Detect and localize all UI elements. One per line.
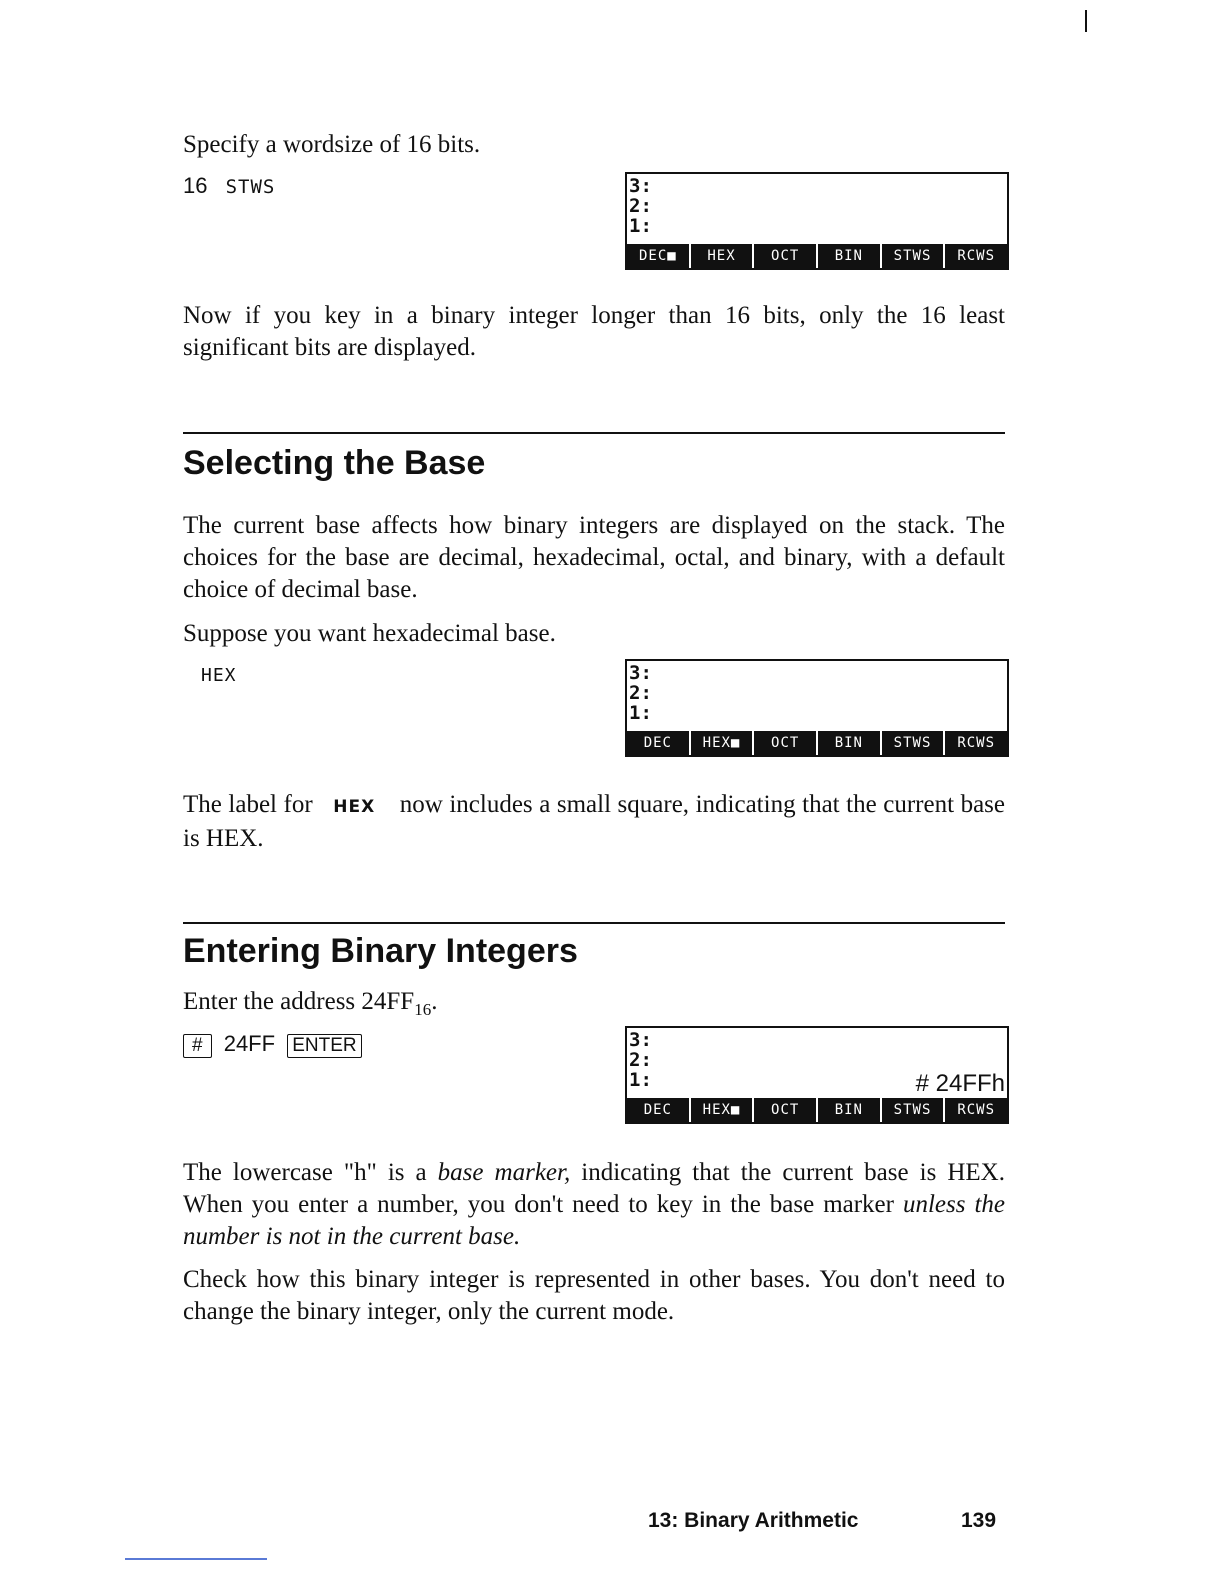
- hex-keystroke: HEX: [201, 665, 237, 686]
- keystroke-number: 16: [183, 173, 208, 198]
- address-instruction-text: Enter the address 24FF: [183, 988, 415, 1015]
- menu-key-oct[interactable]: OCT: [754, 731, 816, 755]
- wordsize-paragraph: Now if you key in a binary integer longer than 16 bits, only the 16 least significant bits are displayed.: [183, 302, 1005, 361]
- calculator-display-2: [625, 659, 1009, 757]
- section-rule: [183, 432, 1005, 434]
- menu-bar: [627, 1098, 1007, 1122]
- section-heading-entering-binary: Entering Binary Integers: [183, 932, 578, 970]
- address-value-keys: 24FF: [223, 1031, 276, 1056]
- section-rule: [183, 922, 1005, 924]
- menu-key-dec[interactable]: DEC■: [627, 244, 689, 268]
- address-instruction: [183, 986, 437, 1026]
- page-number: 139: [961, 1509, 997, 1532]
- address-instruction-end: .: [431, 988, 438, 1015]
- menu-key-hex[interactable]: HEX■: [691, 1098, 753, 1122]
- menu-bar: [627, 244, 1007, 268]
- address-subscript: 16: [414, 1000, 432, 1019]
- wordsize-keystroke: [183, 173, 275, 199]
- hex-note-key: HEX: [333, 797, 376, 817]
- menu-key-rcws[interactable]: RCWS: [945, 244, 1007, 268]
- stws-key-label: STWS: [225, 176, 276, 198]
- base-marker-paragraph: [183, 1157, 1005, 1253]
- menu-bar: [627, 731, 1007, 755]
- base-marker-emphasis: base marker,: [437, 1159, 571, 1186]
- menu-key-hex[interactable]: HEX: [691, 244, 753, 268]
- menu-key-stws[interactable]: STWS: [882, 1098, 944, 1122]
- menu-key-bin[interactable]: BIN: [818, 244, 880, 268]
- stack-levels: [629, 176, 652, 236]
- menu-key-stws[interactable]: STWS: [882, 731, 944, 755]
- stack-level-3: 3:: [629, 1029, 652, 1051]
- other-bases-paragraph: Check how this binary integer is represented in other bases. You don't need to change the binary integer, only the current mode.: [183, 1266, 1005, 1325]
- hex-note-paragraph: [183, 789, 1005, 855]
- section-heading-selecting-base: Selecting the Base: [183, 444, 486, 482]
- hex-note-after: now includes a small square, indicating that the current base is HEX.: [183, 791, 1005, 852]
- stack-level-2: 2:: [629, 1049, 652, 1071]
- footer-chapter-title: 13: Binary Arithmetic: [648, 1509, 859, 1532]
- stack-level-1: 1:: [629, 215, 652, 237]
- stack-level-2: 2:: [629, 195, 652, 217]
- stack-level-1: 1:: [629, 1069, 652, 1091]
- menu-key-rcws[interactable]: RCWS: [945, 731, 1007, 755]
- menu-key-oct[interactable]: OCT: [754, 1098, 816, 1122]
- menu-key-oct[interactable]: OCT: [754, 244, 816, 268]
- base-marker-text-a: The lowercase "h" is a: [183, 1159, 438, 1186]
- stack-levels: [629, 1030, 652, 1090]
- address-keystrokes: [183, 1031, 362, 1058]
- base-paragraph: The current base affects how binary integers are displayed on the stack. The choices for the base are decimal, hexadecimal, octal, and binary, with a default choice of decimal base.: [183, 512, 1005, 603]
- menu-key-bin[interactable]: BIN: [818, 731, 880, 755]
- stack-level-1: 1:: [629, 702, 652, 724]
- stack-levels: [629, 663, 652, 723]
- base-marker-text-b: indicating that the current base is HEX. When you enter a number, you don't need to key in the base marker: [183, 1159, 1005, 1218]
- stack-level-3: 3:: [629, 175, 652, 197]
- hex-note-before: The label for: [183, 791, 313, 818]
- menu-key-bin[interactable]: BIN: [818, 1098, 880, 1122]
- stack-value: # 24FFh: [915, 1070, 1005, 1097]
- hash-key: #: [183, 1034, 212, 1058]
- bottom-left-rule: [125, 1558, 267, 1560]
- menu-key-stws[interactable]: STWS: [882, 244, 944, 268]
- margin-mark: [1085, 10, 1087, 32]
- enter-key: ENTER: [287, 1034, 361, 1058]
- menu-key-rcws[interactable]: RCWS: [945, 1098, 1007, 1122]
- stack-level-3: 3:: [629, 662, 652, 684]
- current-base-emphasis: unless the number is not in the current base.: [183, 1191, 1005, 1250]
- menu-key-hex[interactable]: HEX■: [691, 731, 753, 755]
- calculator-display-3: [625, 1026, 1009, 1124]
- wordsize-instruction: Specify a wordsize of 16 bits.: [183, 131, 481, 158]
- menu-key-dec[interactable]: DEC: [627, 731, 689, 755]
- stack-level-2: 2:: [629, 682, 652, 704]
- hex-instruction: Suppose you want hexadecimal base.: [183, 620, 556, 647]
- calculator-display-1: [625, 172, 1009, 270]
- menu-key-dec[interactable]: DEC: [627, 1098, 689, 1122]
